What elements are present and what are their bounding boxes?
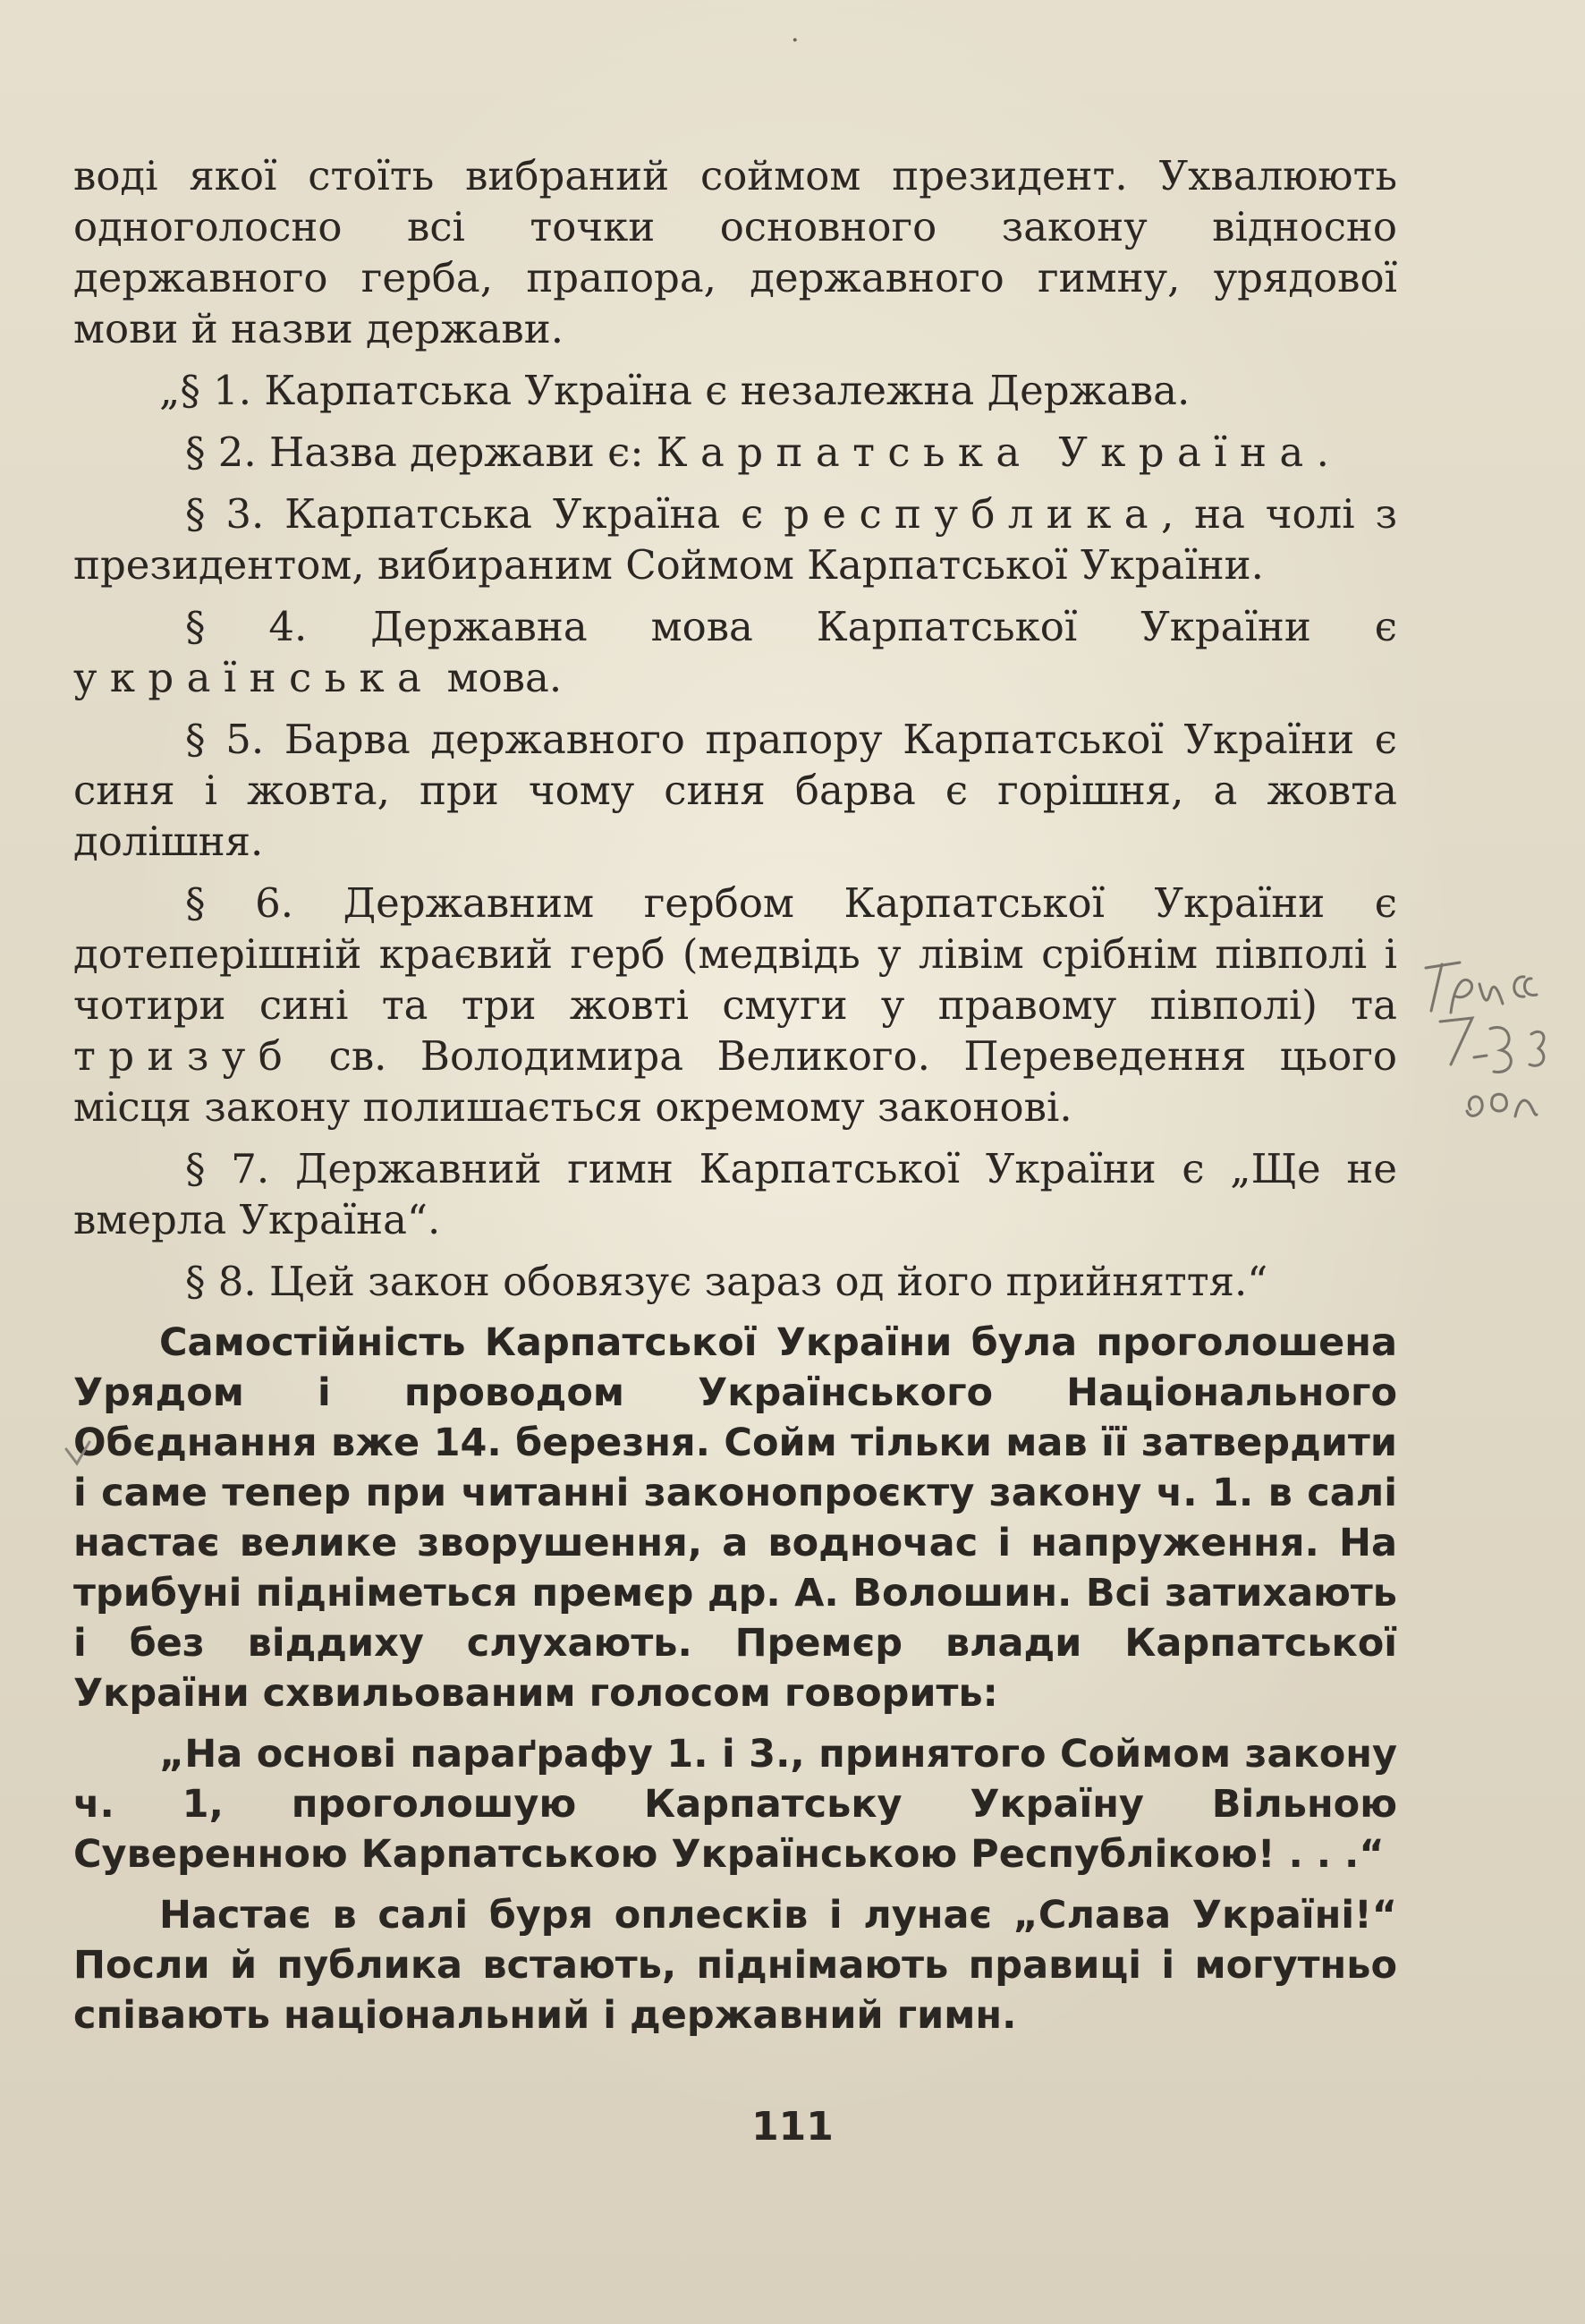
checkmark-icon: [63, 1437, 98, 1472]
law-section-8: § 8. Цей закон обовязує зараз од його прийняття.“: [185, 1258, 1268, 1305]
law-section-6: § 6. Державним гербом Карпатської України є дотеперішній краєвий герб (медвідь у лівім срібнім півполі і чотири сині та три жовті смуги у правому півполі) та тризуб св. Володимира Великого. Переведення цього місця закону полишається окремому законові.: [73, 879, 1397, 1131]
language-emphasis: українська: [73, 654, 435, 701]
paragraph-independence: Самостійність Карпатської України була проголошена Урядом і проводом Українського Національного Обєднання вже 14. березня. Сойм тільки мав її затвердити і саме тепер при читанні законопроєкту закону ч. 1. в салі настає велике зворушення, а водночас і напруження. На трибуні підніметься премєр др. А. Волошин. Всі затихають і без віддиху слухають. Премєр влади Карпатської України схвильованим голосом говорить:: [73, 1320, 1397, 1716]
trident-emphasis: тризуб: [73, 1032, 296, 1080]
paragraph-ovation: Настає в салі буря оплесків і лунає „Слава Україні!“ Посли й публика встають, піднімають правиці і могутньо співають національний і державний гимн.: [73, 1893, 1397, 2038]
handwritten-margin-note: [1424, 957, 1576, 1190]
state-name-emphasis: Карпатська Україна: [656, 428, 1317, 476]
republic-emphasis: республика: [784, 490, 1161, 538]
speck-mark: ·: [791, 25, 800, 56]
paragraph-proclamation: „На основі параґрафу 1. і 3., принятого Соймом закону ч. 1, проголошую Карпатську Україну Вільною Суверенною Карпатською Українською Республікою! . . .“: [73, 1732, 1397, 1877]
law-section-4: § 4. Державна мова Карпатської України є українська мова.: [73, 603, 1397, 701]
paragraph-intro: воді якої стоїть вибраний соймом президент. Ухвалюють одноголосно всі точки основного закону відносно державного герба, прапора, державного гимну, урядової мови й назви держави.: [73, 152, 1397, 352]
law-section-1: „§ 1. Карпатська Україна є незалежна Держава.: [159, 367, 1191, 414]
law-section-2: § 2. Назва держави є: Карпатська Україна.: [185, 428, 1329, 476]
law-section-5: § 5. Барва державного прапору Карпатської України є синя і жовта, при чому синя барва є горішня, а жовта долішня.: [73, 716, 1397, 865]
page-number: 111: [751, 2104, 834, 2150]
law-section-3: § 3. Карпатська Україна є республика, на чолі з президентом, вибираним Соймом Карпатської України.: [73, 490, 1397, 589]
law-section-7: § 7. Державний гимн Карпатської України є „Ще не вмерла Україна“.: [73, 1145, 1397, 1243]
page-body: [73, 150, 1397, 2051]
